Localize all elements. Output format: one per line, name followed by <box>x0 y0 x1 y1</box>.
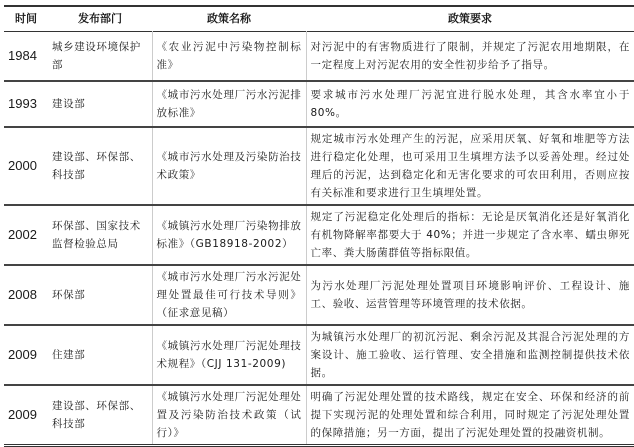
dept-cell: 建设部、环保部、科技部 <box>48 127 152 205</box>
table-row <box>4 265 634 325</box>
header-time: 时间 <box>15 12 37 25</box>
policy-table <box>4 5 634 447</box>
year-cell: 1984 <box>8 47 37 63</box>
table-row <box>4 32 634 81</box>
table-row <box>4 385 634 446</box>
dept-cell: 建设部 <box>48 81 152 127</box>
year-cell: 2008 <box>8 286 37 302</box>
policy-req-cell: 对污泥中的有害物质进行了限制，并规定了污泥农用地期限，在一定程度上对污泥农用的安全性初步给予了指导。 <box>310 40 630 71</box>
dept-cell: 环保部 <box>48 265 152 325</box>
policy-name-cell: 《城市污水处理厂污水污泥排放标准》 <box>152 81 306 127</box>
header-policy-req: 政策要求 <box>448 12 492 25</box>
policy-req-cell: 要求城市污水处理厂污泥宜进行脱水处理，其含水率宜小于 80%。 <box>310 88 630 119</box>
year-cell: 1993 <box>8 95 37 111</box>
dept-cell: 住建部 <box>48 325 152 385</box>
year-cell: 2009 <box>8 346 37 362</box>
policy-req-cell: 规定城市污水处理产生的污泥，应采用厌氧、好氧和堆肥等方法进行稳定化处理，也可采用卫生填埋方法予以妥善处理。经过处理后的污泥，达到稳定化和无害化要求的可农田利用，否则应按有关标准和要求进行卫生填埋处置。 <box>310 132 630 199</box>
table-row <box>4 325 634 385</box>
dept-cell: 建设部、环保部、科技部 <box>48 385 152 446</box>
table-row <box>4 81 634 127</box>
policy-name-cell: 《城市污水处理厂污水污泥处理处置最佳可行技术导则》（征求意见稿） <box>152 265 306 325</box>
policy-name-cell: 《城镇污水处理厂污泥处理技术规程》（CJJ 131-2009) <box>152 325 306 385</box>
header-policy-name: 政策名称 <box>207 12 251 25</box>
year-cell: 2009 <box>8 406 37 422</box>
policy-name-cell: 《农业污泥中污染物控制标准》 <box>152 32 306 81</box>
dept-cell: 环保部、国家技术监督检验总局 <box>48 205 152 265</box>
policy-name-cell: 《城镇污水处理厂污泥处理处置及污染防治技术政策（试行）》 <box>152 385 306 446</box>
policy-req-cell: 为污水处理厂污泥处理处置项目环境影响评价、工程设计、施工、验收、运营管理等环境管理的技术依据。 <box>310 279 630 310</box>
dept-cell: 城乡建设环境保护部 <box>48 32 152 81</box>
policy-req-cell: 规定了污泥稳定化处理后的指标：无论是厌氧消化还是好氧消化有机物降解率都要大于 40%；并进一步规定了含水率、蠕虫卵死亡率、粪大肠菌群值等指标限值。 <box>310 210 630 259</box>
policy-name-cell: 《城市污水处理及污染防治技术政策》 <box>152 127 306 205</box>
year-cell: 2000 <box>8 157 37 173</box>
header-row <box>4 6 634 32</box>
table-row <box>4 127 634 205</box>
header-dept: 发布部门 <box>78 12 122 25</box>
table-row <box>4 205 634 265</box>
policy-name-cell: 《城镇污水处理厂污染物排放标准》（GB18918-2002） <box>152 205 306 265</box>
year-cell: 2002 <box>8 226 37 242</box>
policy-req-cell: 明确了污泥处理处置的技术路线，规定在安全、环保和经济的前提下实现污泥的处理处置和综合利用，同时规定了污泥处理处置的保障措施；另一方面，提出了污泥处理处置的投融资机制。 <box>310 390 630 439</box>
policy-req-cell: 为城镇污水处理厂的初沉污泥、剩余污泥及其混合污泥处理的方案设计、施工验收、运行管理、安全措施和监测控制提供技术依据。 <box>310 330 630 379</box>
